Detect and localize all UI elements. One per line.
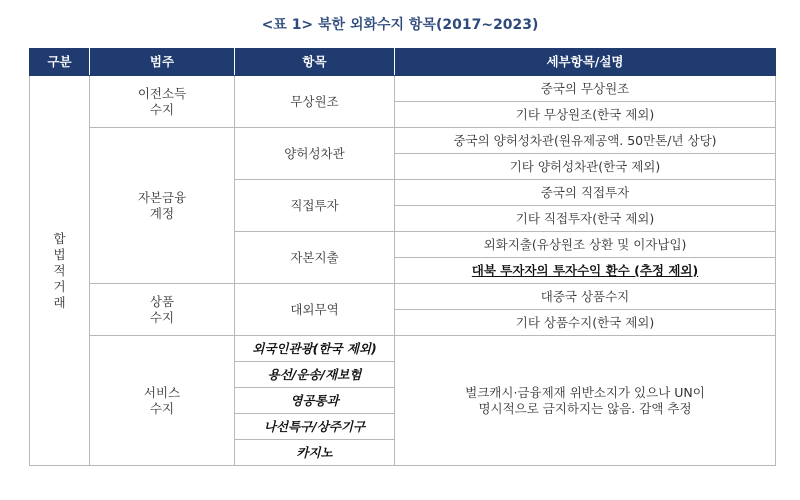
detail-services-note: 벌크캐시·금융제재 위반소지가 있으나 UN이 명시적으로 금지하지는 않음. 감액 추정 <box>395 336 776 466</box>
item-telecom: 영공통과 <box>235 388 395 414</box>
group-legal-trade: 합 법 적 거 래 <box>30 76 90 466</box>
category-transfer: 이전소득 수지 <box>90 76 235 128</box>
category-goods: 상품 수지 <box>90 284 235 336</box>
detail-trade-china: 대중국 상품수지 <box>395 284 776 310</box>
item-concession: 양허성차관 <box>235 128 395 180</box>
header-detail: 세부항목/설명 <box>395 49 776 76</box>
table-title: <표 1> 북한 외화수지 항목(2017~2023) <box>261 17 539 33</box>
item-trade: 대외무역 <box>235 284 395 336</box>
item-transport: 용선/운송/재보험 <box>235 362 395 388</box>
category-capital: 자본금융 계정 <box>90 128 235 284</box>
table-row <box>30 284 776 310</box>
detail-out-return: 대북 투자자의 투자수익 환수 (추정 제외) <box>395 258 776 284</box>
item-aid: 무상원조 <box>235 76 395 128</box>
item-zone: 나선특구/상주기구 <box>235 414 395 440</box>
table-row <box>30 128 776 154</box>
category-services: 서비스 수지 <box>90 336 235 466</box>
detail-fdi-china: 중국의 직접투자 <box>395 180 776 206</box>
header-category: 범주 <box>90 49 235 76</box>
detail-conc-china: 중국의 양허성차관(원유제공액. 50만톤/년 상당) <box>395 128 776 154</box>
header-category-group: 구분 <box>30 49 90 76</box>
table-row <box>30 76 776 102</box>
detail-out-repay: 외화지출(유상원조 상환 및 이자납입) <box>395 232 776 258</box>
balance-table <box>29 48 776 466</box>
item-casino: 카지노 <box>235 440 395 466</box>
header-row <box>30 49 776 76</box>
detail-fdi-other: 기타 직접투자(한국 제외) <box>395 206 776 232</box>
item-tourism: 외국인관광(한국 제외) <box>235 336 395 362</box>
detail-aid-china: 중국의 무상원조 <box>395 76 776 102</box>
detail-trade-other: 기타 상품수지(한국 제외) <box>395 310 776 336</box>
item-fdi: 직접투자 <box>235 180 395 232</box>
detail-aid-other: 기타 무상원조(한국 제외) <box>395 102 776 128</box>
detail-conc-other: 기타 양허성차관(한국 제외) <box>395 154 776 180</box>
header-item: 항목 <box>235 49 395 76</box>
table-row <box>30 336 776 362</box>
item-outflow: 자본지출 <box>235 232 395 284</box>
